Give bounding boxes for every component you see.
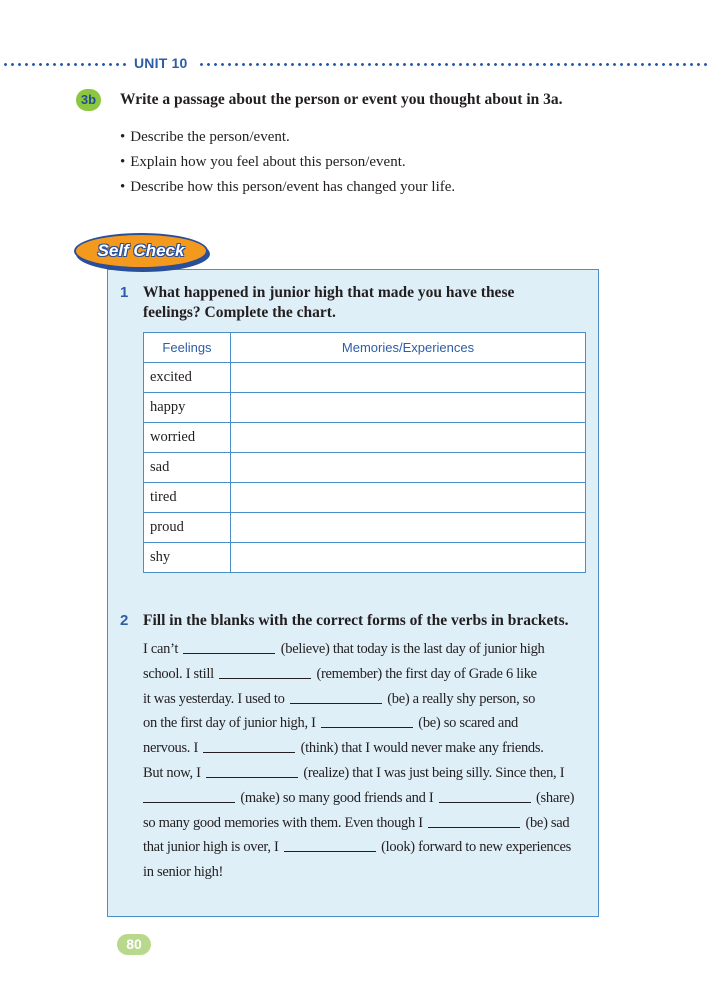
passage-text: (look) forward to new experiences (381, 839, 571, 856)
answer-blank[interactable] (439, 788, 531, 803)
passage-line (143, 637, 593, 662)
memory-input-cell[interactable] (231, 483, 586, 513)
memory-input-cell[interactable] (231, 513, 586, 543)
memory-input-cell[interactable] (231, 543, 586, 573)
answer-blank[interactable] (143, 788, 235, 803)
passage-line (143, 736, 593, 761)
question-1-line-1: What happened in junior high that made you have these (143, 284, 515, 301)
passage-line (143, 835, 593, 860)
passage-text: (make) so many good friends and I (240, 789, 434, 806)
passage-text: (remember) the first day of Grade 6 like (316, 665, 537, 682)
table-row (144, 453, 586, 483)
table-row (144, 513, 586, 543)
feeling-cell: shy (144, 543, 231, 573)
table-row (144, 363, 586, 393)
chart-header-row (144, 333, 586, 363)
passage-text: (be) a really shy person, so (387, 690, 536, 707)
feeling-cell: sad (144, 453, 231, 483)
answer-blank[interactable] (203, 738, 295, 753)
passage-text: But now, I (143, 764, 201, 781)
answer-blank[interactable] (321, 713, 413, 728)
question-2-instruction: Fill in the blanks with the correct forms of the verbs in brackets. (143, 612, 569, 629)
memory-input-cell[interactable] (231, 423, 586, 453)
bullet-item: • Explain how you feel about this person/event. (120, 153, 455, 178)
task-3b-badge: 3b (76, 89, 101, 111)
feeling-cell: tired (144, 483, 231, 513)
answer-blank[interactable] (284, 837, 376, 852)
answer-blank[interactable] (428, 813, 520, 828)
passage-line (143, 711, 593, 736)
passage-text: so many good memories with them. Even though I (143, 814, 423, 831)
passage-line (143, 662, 593, 687)
table-row (144, 543, 586, 573)
table-row (144, 423, 586, 453)
question-2-number: 2 (120, 612, 129, 629)
unit-title: UNIT 10 (134, 55, 188, 71)
passage-line (143, 811, 593, 836)
table-row (144, 483, 586, 513)
dotted-rule-right (198, 63, 708, 66)
feeling-cell: excited (144, 363, 231, 393)
chart-header-feelings: Feelings (144, 333, 231, 363)
question-1-text (143, 283, 514, 323)
self-check-title: Self Check (97, 241, 185, 260)
feeling-cell: happy (144, 393, 231, 423)
fill-in-passage (143, 637, 593, 885)
page-number: 80 (117, 934, 151, 955)
answer-blank[interactable] (206, 763, 298, 778)
passage-text: it was yesterday. I used to (143, 690, 285, 707)
feeling-cell: proud (144, 513, 231, 543)
feeling-cell: worried (144, 423, 231, 453)
passage-text: nervous. I (143, 740, 198, 757)
passage-text: in senior high! (143, 864, 224, 881)
memory-input-cell[interactable] (231, 363, 586, 393)
memory-input-cell[interactable] (231, 453, 586, 483)
task-3b-bullets (120, 128, 455, 203)
passage-text: (share) (536, 789, 575, 806)
dotted-rule-left (2, 63, 128, 66)
answer-blank[interactable] (290, 689, 382, 704)
passage-line (143, 860, 593, 885)
passage-line (143, 687, 593, 712)
passage-text: on the first day of junior high, I (143, 715, 316, 732)
passage-text: (be) sad (525, 814, 570, 831)
bullet-item: • Describe the person/event. (120, 128, 455, 153)
passage-text: (realize) that I was just being silly. Since then, I (303, 764, 565, 781)
passage-text: I can’t (143, 641, 179, 657)
passage-text: school. I still (143, 665, 214, 682)
answer-blank[interactable] (183, 639, 275, 654)
question-1-number: 1 (120, 284, 129, 301)
self-check-badge (74, 233, 208, 269)
answer-blank[interactable] (219, 664, 311, 679)
question-1-line-2: feelings? Complete the chart. (143, 304, 336, 321)
unit-header (0, 54, 710, 74)
bullet-item: • Describe how this person/event has changed your life. (120, 178, 455, 203)
passage-line (143, 761, 593, 786)
passage-text: (think) that I would never make any friends. (300, 740, 544, 757)
feelings-chart (143, 332, 586, 573)
table-row (144, 393, 586, 423)
memory-input-cell[interactable] (231, 393, 586, 423)
passage-line (143, 786, 593, 811)
passage-text: that junior high is over, I (143, 839, 279, 856)
passage-text: (believe) that today is the last day of junior high (280, 641, 545, 657)
task-3b-instruction: Write a passage about the person or event you thought about in 3a. (120, 91, 563, 108)
passage-text: (be) so scared and (418, 715, 518, 732)
chart-header-memories: Memories/Experiences (231, 333, 586, 363)
